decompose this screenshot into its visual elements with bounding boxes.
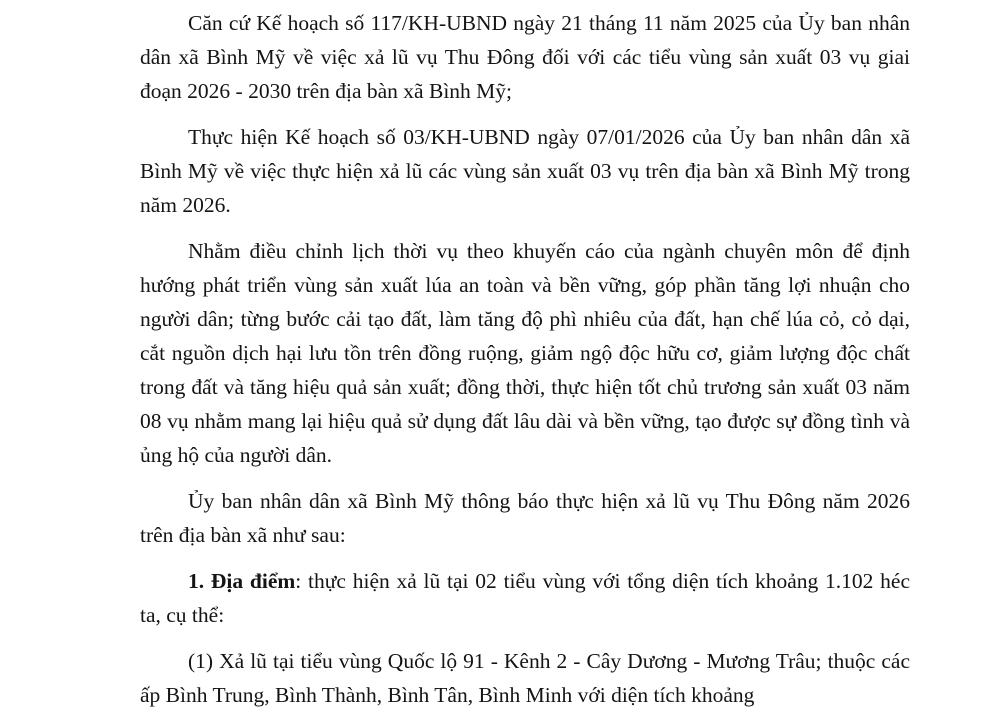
document-body (140, 0, 910, 724)
section-location-text: : thực hiện xả lũ tại 02 tiểu vùng với tổng diện tích khoảng 1.102 héc ta, cụ thể: (140, 569, 910, 627)
paragraph-implementation: Thực hiện Kế hoạch số 03/KH-UBND ngày 07/01/2026 của Ủy ban nhân dân xã Bình Mỹ về việc thực hiện xả lũ các vùng sản xuất 03 vụ trên địa bàn xã Bình Mỹ trong năm 2026. (140, 125, 910, 217)
paragraph-purpose: Nhằm điều chỉnh lịch thời vụ theo khuyến cáo của ngành chuyên môn để định hướng phát triển vùng sản xuất lúa an toàn và bền vững, góp phần tăng lợi nhuận cho người dân; từng bước cải tạo đất, làm tăng độ phì nhiêu của đất, hạn chế lúa cỏ, cỏ dại, cắt nguồn dịch hại lưu tồn trên đồng ruộng, giảm ngộ độc hữu cơ, giảm lượng độc chất trong đất và tăng hiệu quả sản xuất; đồng thời, thực hiện tốt chủ trương sản xuất 03 năm 08 vụ nhằm mang lại hiệu quả sử dụng đất lâu dài và bền vững, tạo được sự đồng tình và ủng hộ của người dân. (140, 239, 910, 467)
section-location-heading: 1. Địa điểm (188, 569, 296, 593)
section-location (140, 564, 910, 632)
paragraph-legal-basis: Căn cứ Kế hoạch số 117/KH-UBND ngày 21 tháng 11 năm 2025 của Ủy ban nhân dân xã Bình Mỹ về việc xả lũ vụ Thu Đông đối với các tiểu vùng sản xuất 03 vụ giai đoạn 2026 - 2030 trên địa bàn xã Bình Mỹ; (140, 11, 910, 103)
paragraph-announcement: Ủy ban nhân dân xã Bình Mỹ thông báo thực hiện xả lũ vụ Thu Đông năm 2026 trên địa bàn xã như sau: (140, 489, 910, 547)
list-item-subregion-1: (1) Xả lũ tại tiểu vùng Quốc lộ 91 - Kênh 2 - Cây Dương - Mương Trâu; thuộc các ấp Bình Trung, Bình Thành, Bình Tân, Bình Minh với diện tích khoảng (140, 649, 910, 707)
